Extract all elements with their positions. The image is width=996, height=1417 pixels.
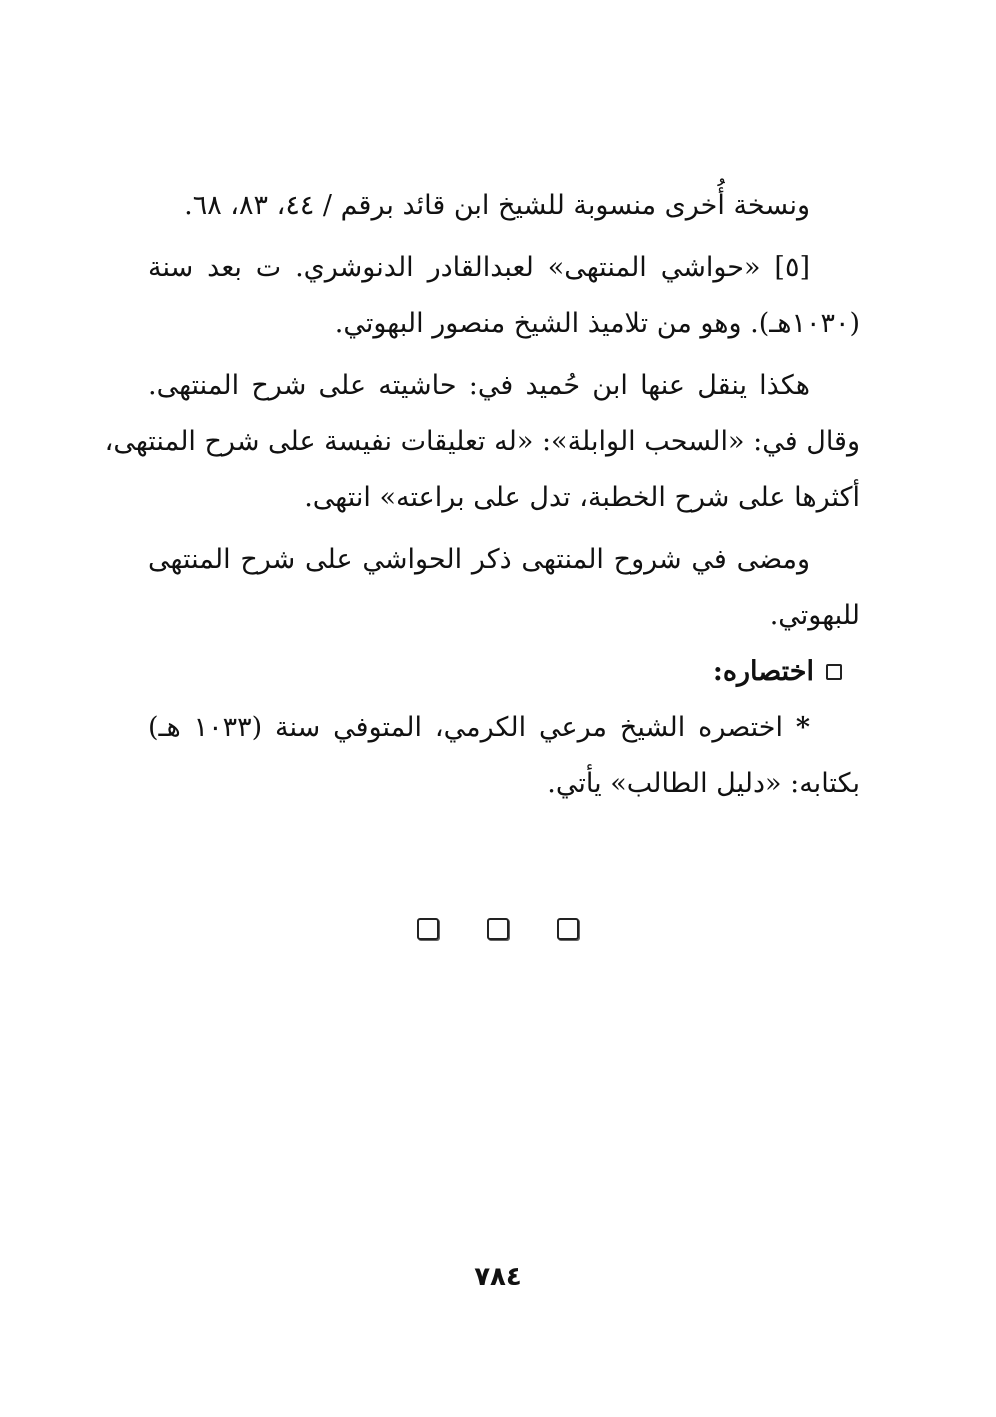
- paragraph-3-line-3: أكثرها على شرح الخطبة، تدل على براعته» انتهى.: [304, 482, 860, 513]
- paragraph-1-line-1: ونسخة أُخرى منسوبة للشيخ ابن قائد برقم / ٤٤، ٨٣، ٦٨.: [184, 190, 810, 221]
- square-bullet-icon: [826, 664, 842, 680]
- paragraph-2-line-1: [٥] «حواشي المنتهى» لعبدالقادر الدنوشري. ت بعد سنة: [148, 252, 810, 283]
- section-separator: [0, 918, 996, 940]
- section-heading: [148, 644, 860, 700]
- paragraph-5-line-2: بكتابه: «دليل الطالب» يأتي.: [547, 768, 860, 799]
- section-heading-label: اختصاره:: [712, 656, 814, 687]
- paragraph-2-line-2: (١٠٣٠هـ). وهو من تلاميذ الشيخ منصور البهوتي.: [334, 308, 860, 339]
- paragraph-4-line-2: للبهوتي.: [769, 600, 860, 631]
- separator-square-icon: [557, 918, 579, 940]
- paragraph-4-line-1: ومضى في شروح المنتهى ذكر الحواشي على شرح المنتهى: [148, 544, 810, 575]
- separator-square-icon: [417, 918, 439, 940]
- paragraph-5-line-1: [148, 700, 860, 756]
- paragraph-3-line-1: هكذا ينقل عنها ابن حُميد في: حاشيته على شرح المنتهى.: [148, 370, 810, 401]
- body-text: [104, 178, 860, 812]
- separator-square-icon: [487, 918, 509, 940]
- asterisk-icon: *: [795, 712, 810, 743]
- paragraph-3-line-2: وقال في: «السحب الوابلة»: «له تعليقات نفيسة على شرح المنتهى،: [104, 426, 860, 457]
- page-number: ٧٨٤: [474, 1262, 522, 1292]
- paragraph-5-line-1-text: اختصره الشيخ مرعي الكرمي، المتوفي سنة (١٠٣٣ هـ): [148, 712, 783, 743]
